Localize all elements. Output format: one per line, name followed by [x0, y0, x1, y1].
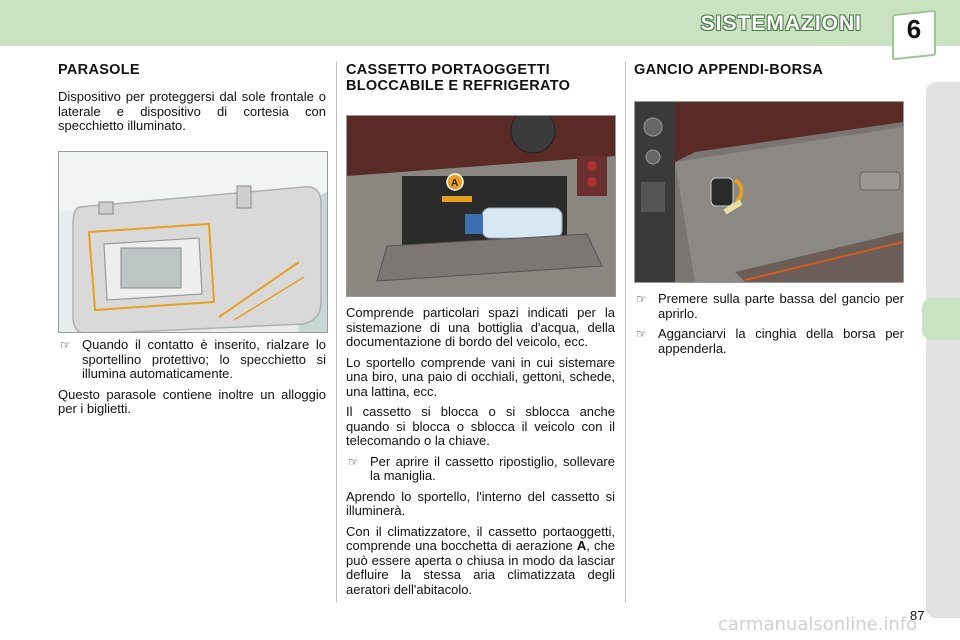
watermark: carmanualsonline.info	[718, 614, 918, 635]
pointing-hand-icon: ☞	[636, 292, 647, 306]
bullet-text: Per aprire il cassetto ripostiglio, sollevare la maniglia.	[370, 453, 615, 483]
pointing-hand-icon: ☞	[60, 338, 71, 352]
section-heading-cassetto-line1: CASSETTO PORTAOGGETTI	[346, 62, 550, 78]
column-divider	[336, 62, 337, 602]
pointing-hand-icon: ☞	[636, 327, 647, 341]
bullet-item	[634, 292, 904, 321]
section-heading-cassetto-line2: BLOCCABILE E REFRIGERATO	[346, 78, 571, 94]
sun-visor-illustration	[58, 151, 328, 333]
column-cassetto	[346, 62, 615, 94]
section-heading-gancio: GANCIO APPENDI-BORSA	[634, 62, 824, 78]
bag-hook-photo	[634, 101, 904, 283]
text-run: , che può essere aperta o chiusa in modo da lasciar defluire la stessa aria climatizzata degli aeratori dell'abitacolo.	[346, 538, 615, 597]
section-heading-parasole: PARASOLE	[58, 62, 140, 78]
text-run: Con il climatizzatore, il cassetto portaoggetti, comprende una bocchetta di aerazione	[346, 523, 615, 553]
column-parasole-lower	[58, 338, 326, 423]
column-parasole	[58, 62, 326, 140]
page-number: 87	[910, 608, 925, 623]
column-gancio-text	[634, 292, 904, 362]
paragraph: Il cassetto si blocca o si sblocca anche quando si blocca o sblocca il veicolo con il telecomando o la chiave.	[346, 404, 615, 448]
bullet-text: Quando il contatto è inserito, rialzare lo sportellino protettivo; lo specchietto si illumina automaticamente.	[82, 337, 326, 381]
bullet-text: Premere sulla parte bassa del gancio per aprirlo.	[658, 291, 904, 321]
paragraph: Questo parasole contiene inoltre un alloggio per i biglietti.	[58, 386, 326, 416]
text-run-bold: A	[576, 538, 587, 553]
bullet-item	[634, 327, 904, 356]
paragraph: Comprende particolari spazi indicati per la sistemazione di una bottiglia d'acqua, della documentazione di bordo del veicolo, ecc.	[346, 305, 615, 349]
column-divider	[625, 62, 626, 602]
side-tab-strip	[926, 82, 960, 618]
paragraph: Dispositivo per proteggersi dal sole frontale o laterale e dispositivo di cortesia con specchietto illuminato.	[58, 89, 326, 133]
bullet-item	[58, 338, 326, 382]
chapter-title: SISTEMAZIONI	[700, 12, 862, 35]
paragraph: Aprendo lo sportello, l'interno del cassetto si illuminerà.	[346, 488, 615, 518]
pointing-hand-icon: ☞	[348, 454, 359, 469]
figure-label-a: A	[451, 178, 459, 189]
column-gancio	[634, 62, 904, 78]
paragraph: Lo sportello comprende vani in cui sistemare una biro, una paio di occhiali, gettoni, schede, una lattina, ecc.	[346, 354, 615, 399]
column-cassetto-text	[346, 306, 615, 603]
chapter-number: 6	[906, 14, 922, 44]
paragraph	[346, 525, 615, 598]
bullet-text: Agganciarvi la cinghia della borsa per appenderla.	[658, 326, 904, 356]
glovebox-photo	[346, 115, 616, 297]
side-tab-active	[922, 298, 960, 340]
bullet-item	[346, 455, 615, 484]
